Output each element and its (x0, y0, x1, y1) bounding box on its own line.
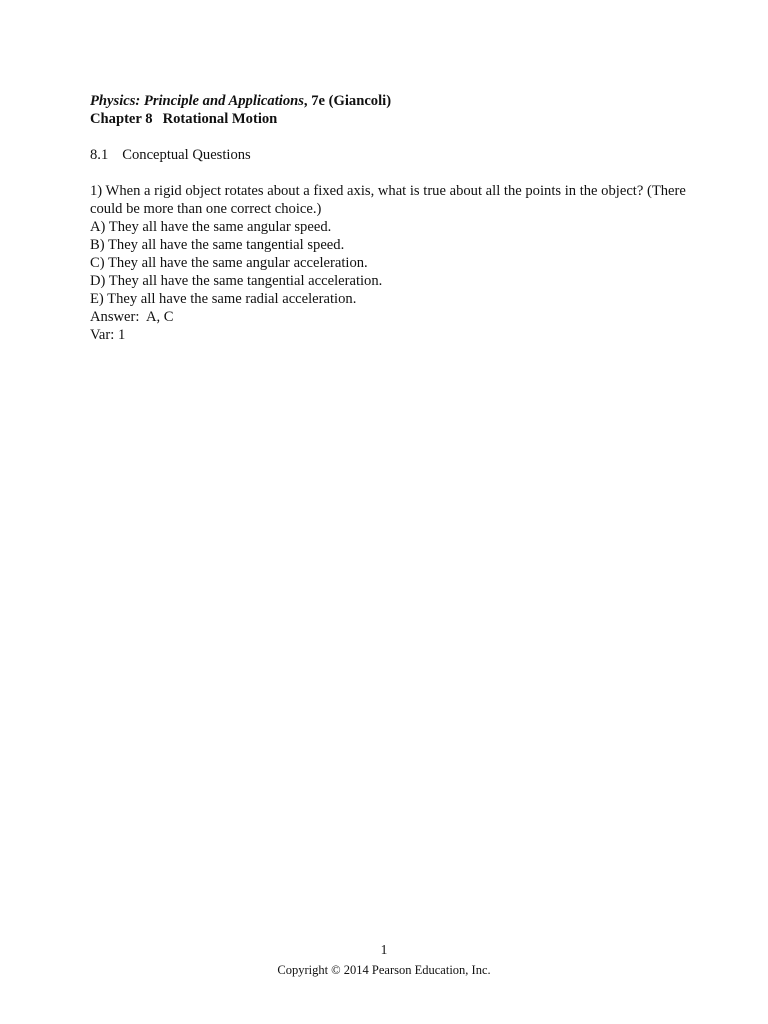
answer-value: A, C (145, 309, 174, 325)
choice-text: They all have the same tangential acceleration. (108, 273, 383, 289)
chapter-heading (90, 110, 690, 128)
choice-c (90, 254, 690, 272)
var-value: 1 (117, 327, 126, 343)
page-number: 1 (380, 942, 388, 957)
question-1 (90, 182, 690, 344)
copyright-notice: Copyright © 2014 Pearson Education, Inc. (277, 963, 491, 977)
choice-e (90, 290, 690, 308)
choice-label: E) (90, 291, 104, 307)
book-edition: , 7e (Giancoli) (303, 93, 392, 109)
choice-text: They all have the same radial acceleration. (107, 291, 357, 307)
choice-label: D) (90, 273, 106, 289)
choice-b (90, 236, 690, 254)
section-number: 8.1 (90, 147, 109, 163)
choice-d (90, 272, 690, 290)
section-heading (90, 146, 690, 164)
document-body (90, 92, 690, 344)
choice-text: They all have the same tangential speed. (107, 237, 345, 253)
var-line (90, 326, 690, 344)
book-title: Physics: Principle and Applications (90, 93, 304, 109)
question-text: 1) When a rigid object rotates about a fixed axis, what is true about all the points in the object? (There could be more than one correct choice.) (90, 183, 686, 217)
choice-label: C) (90, 255, 105, 271)
chapter-label: Chapter 8 (90, 111, 153, 127)
answer-label: Answer: (90, 309, 140, 325)
choice-a (90, 218, 690, 236)
var-label: Var: (90, 327, 115, 343)
choice-text: They all have the same angular speed. (108, 219, 332, 235)
choice-label: B) (90, 237, 105, 253)
choice-text: They all have the same angular acceleration. (107, 255, 368, 271)
section-title: Conceptual Questions (122, 147, 251, 163)
chapter-title: Rotational Motion (162, 111, 278, 127)
choice-label: A) (90, 219, 106, 235)
book-citation (90, 92, 690, 110)
answer-line (90, 308, 690, 326)
